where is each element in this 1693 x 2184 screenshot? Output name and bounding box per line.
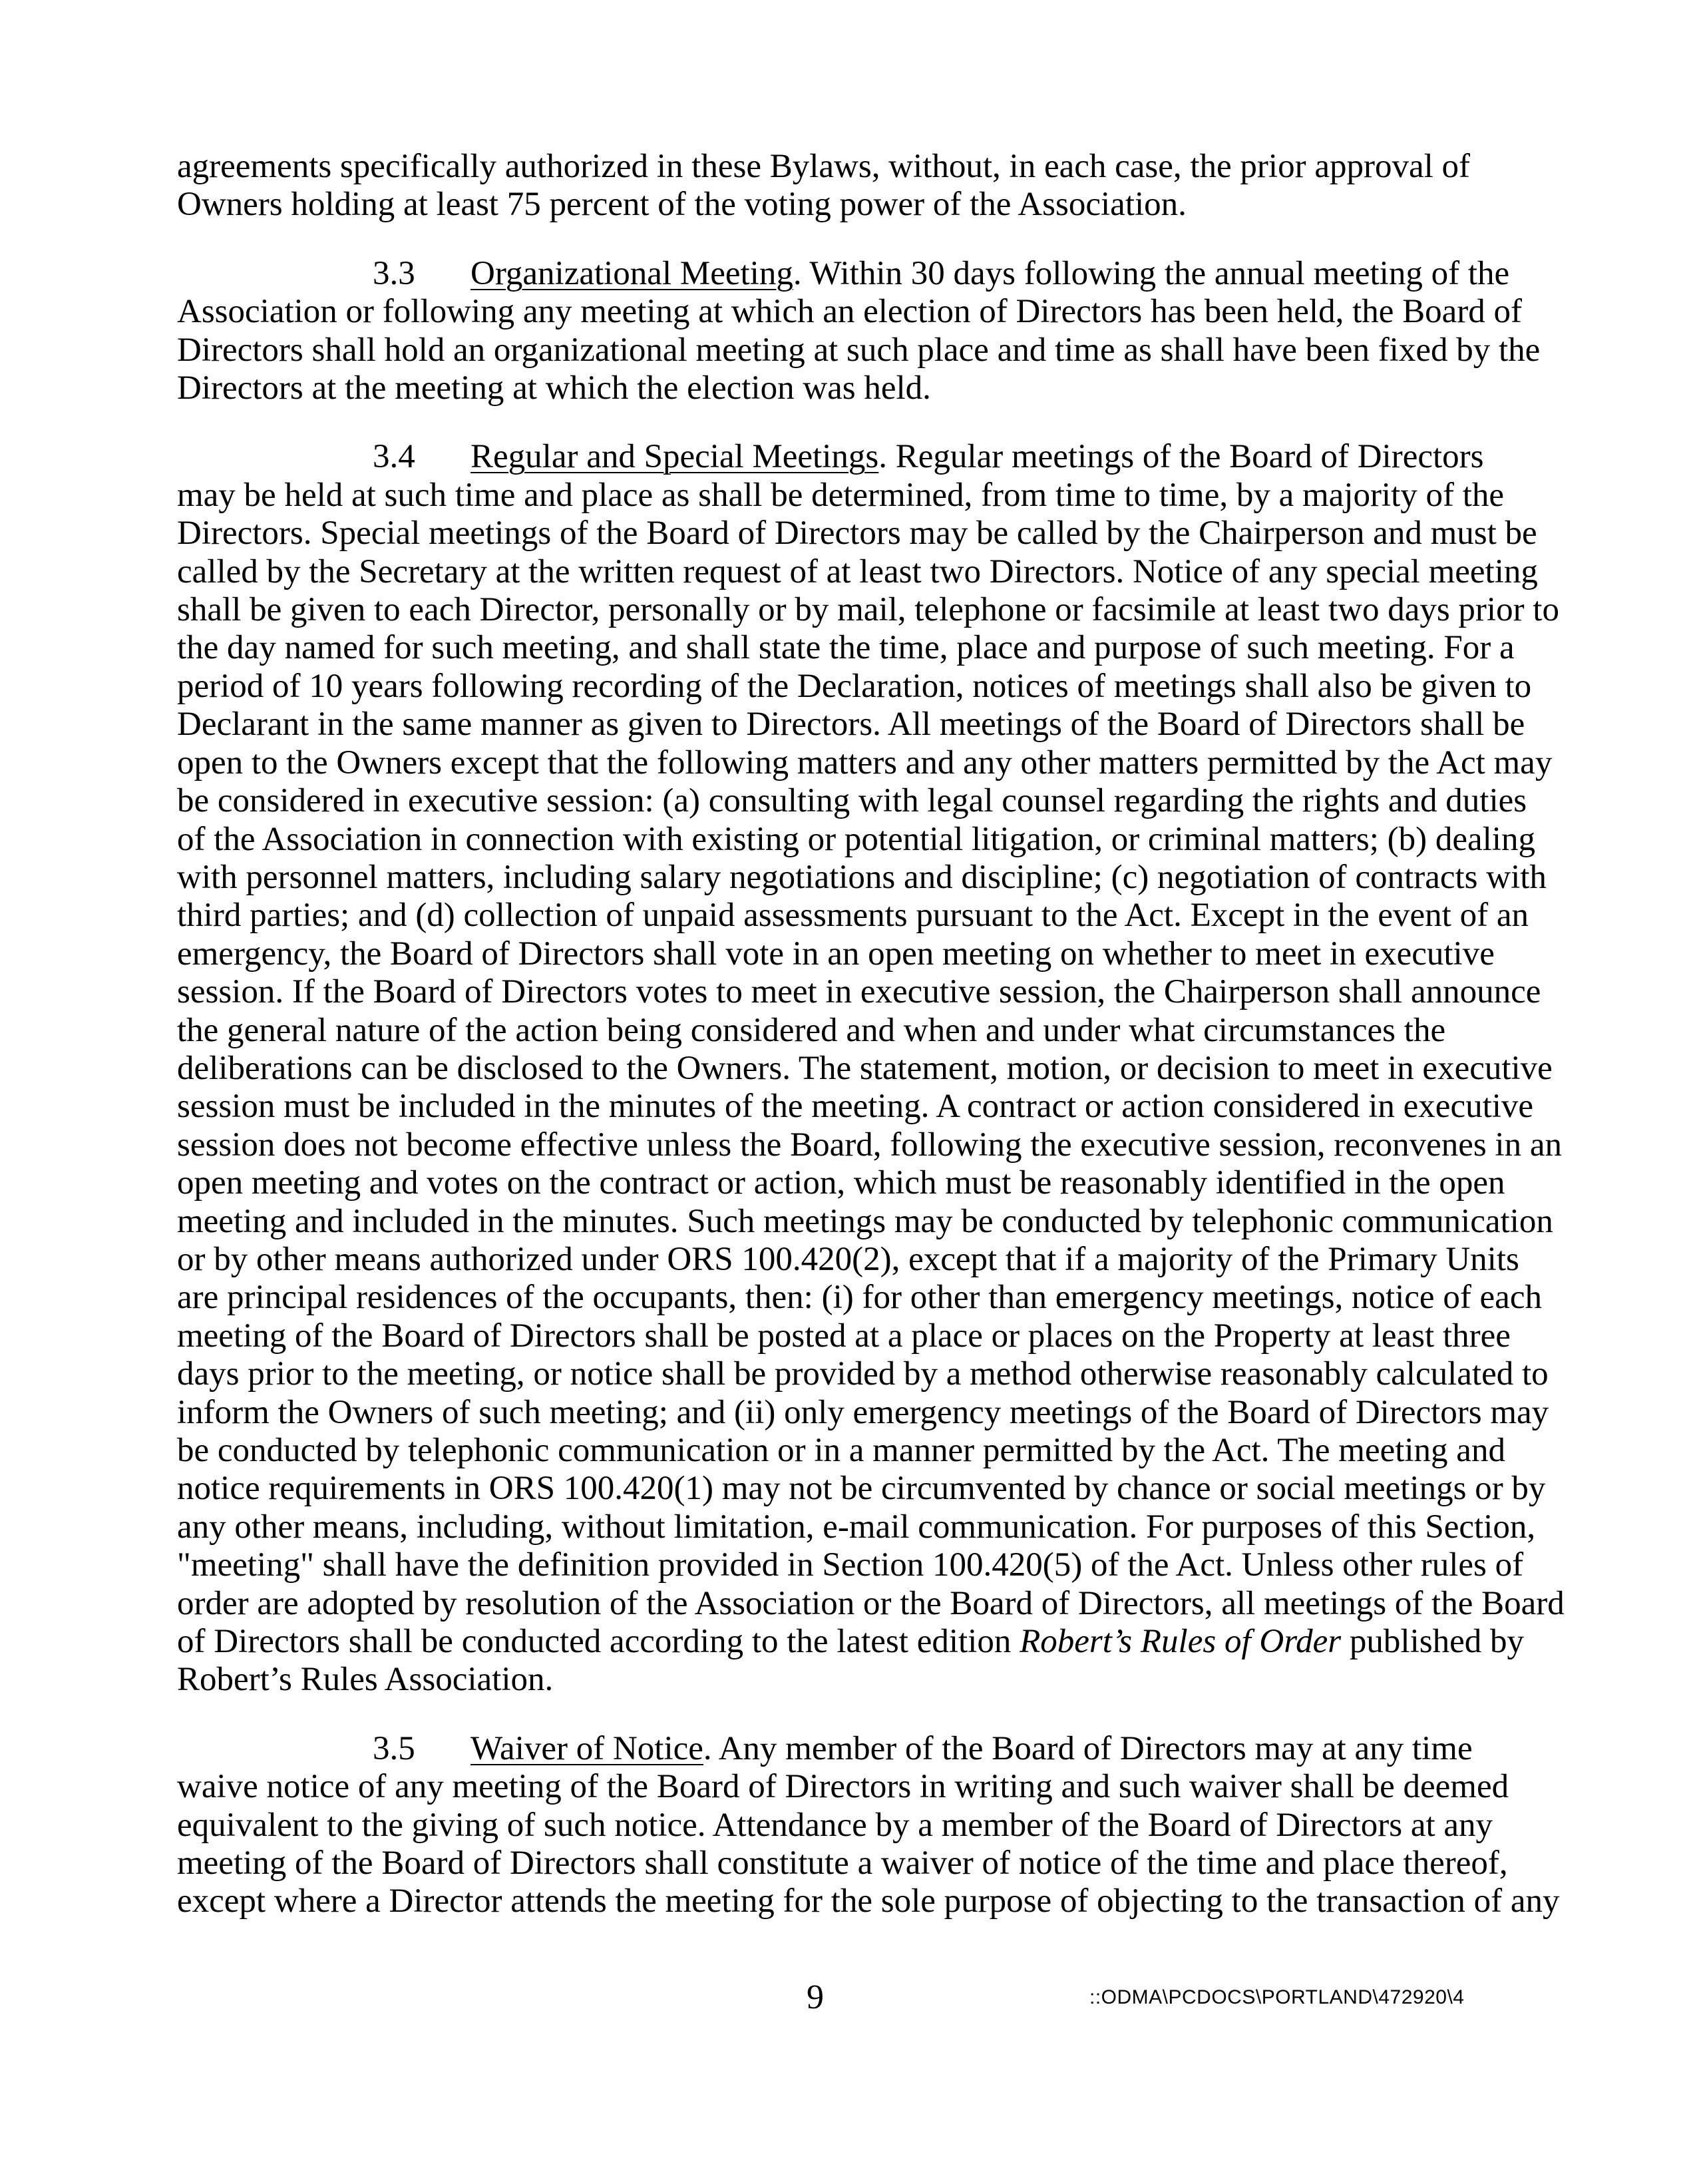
section-first-line-text: . Regular meetings of the Board of Directors: [878, 438, 1484, 476]
section-3-4: [177, 438, 1565, 1699]
text-line: [177, 1623, 1535, 1661]
section-heading: Organizational Meeting: [470, 254, 793, 292]
text-line: open meeting and votes on the contract or action, which must be reasonably identified in the open: [177, 1164, 1505, 1202]
text-span: of Directors shall be conducted according to the latest edition: [177, 1623, 1020, 1661]
text-line: agreements specifically authorized in these Bylaws, without, in each case, the prior approval of: [177, 148, 1470, 185]
text-line: the general nature of the action being considered and when and under what circumstances the: [177, 1011, 1446, 1049]
text-line: session does not become effective unless the Board, following the executive session, reconvenes in an: [177, 1126, 1562, 1164]
text-line: be considered in executive session: (a) consulting with legal counsel regarding the rights and duties: [177, 782, 1527, 820]
section-first-line-text: . Within 30 days following the annual meeting of the: [793, 254, 1510, 292]
section-first-line: [177, 438, 1535, 476]
text-line: "meeting" shall have the definition provided in Section 100.420(5) of the Act. Unless other rules of: [177, 1546, 1524, 1584]
text-line: waive notice of any meeting of the Board of Directors in writing and such waiver shall be deemed: [177, 1768, 1509, 1806]
text-line: meeting of the Board of Directors shall constitute a waiver of notice of the time and place thereof,: [177, 1845, 1508, 1882]
text-line: Directors. Special meetings of the Board of Directors may be called by the Chairperson and must be: [177, 515, 1537, 552]
text-line: with personnel matters, including salary negotiations and discipline; (c) negotiation of contracts with: [177, 858, 1547, 896]
text-line: days prior to the meeting, or notice shall be provided by a method otherwise reasonably calculated to: [177, 1355, 1549, 1393]
text-line: order are adopted by resolution of the Association or the Board of Directors, all meetings of the Board: [177, 1584, 1565, 1622]
section-first-line-text: . Any member of the Board of Directors may at any time: [703, 1729, 1473, 1767]
section-3-5: [177, 1729, 1560, 1921]
text-line: Owners holding at least 75 percent of the voting power of the Association.: [177, 186, 1187, 224]
citation-title: Robert’s Rules of Order: [1020, 1623, 1342, 1661]
text-line: notice requirements in ORS 100.420(1) may not be circumvented by chance or social meetings or by: [177, 1470, 1546, 1508]
section-heading: Regular and Special Meetings: [470, 438, 879, 476]
text-line: session. If the Board of Directors votes to meet in executive session, the Chairperson shall announce: [177, 973, 1541, 1011]
text-line: Declarant in the same manner as given to Directors. All meetings of the Board of Directors shall be: [177, 706, 1525, 744]
section-3-3: [177, 254, 1541, 408]
text-line: open to the Owners except that the following matters and any other matters permitted by the Act may: [177, 744, 1553, 781]
section-first-line: [177, 255, 1535, 293]
text-line: session must be included in the minutes of the meeting. A contract or action considered in executive: [177, 1088, 1534, 1126]
page-number: 9: [807, 1978, 824, 2016]
text-line: called by the Secretary at the written request of at least two Directors. Notice of any special meeting: [177, 552, 1538, 590]
section-first-line: [177, 1730, 1535, 1768]
text-line: equivalent to the giving of such notice. Attendance by a member of the Board of Directors at any: [177, 1806, 1493, 1844]
text-line: Directors at the meeting at which the election was held.: [177, 369, 931, 407]
text-line: period of 10 years following recording of the Declaration, notices of meetings shall also be given to: [177, 667, 1532, 705]
text-line: Directors shall hold an organizational meeting at such place and time as shall have been fixed by the: [177, 331, 1541, 369]
text-line: shall be given to each Director, personally or by mail, telephone or facsimile at least two days prior to: [177, 591, 1559, 629]
text-line: emergency, the Board of Directors shall vote in an open meeting on whether to meet in executive: [177, 935, 1495, 973]
continuation-paragraph: [177, 148, 1535, 224]
text-line: the day named for such meeting, and shall state the time, place and purpose of such meeting. For a: [177, 629, 1515, 667]
text-line: be conducted by telephonic communication or in a manner permitted by the Act. The meeting and: [177, 1432, 1505, 1469]
section-number: 3.5: [373, 1729, 415, 1767]
text-line: except where a Director attends the meeting for the sole purpose of objecting to the transaction of any: [177, 1882, 1560, 1920]
text-line: meeting and included in the minutes. Such meetings may be conducted by telephonic communication: [177, 1202, 1553, 1240]
text-line: or by other means authorized under ORS 100.420(2), except that if a majority of the Primary Units: [177, 1240, 1519, 1278]
text-span: published by: [1341, 1623, 1524, 1661]
text-line: third parties; and (d) collection of unpaid assessments pursuant to the Act. Except in the event of an: [177, 897, 1529, 935]
text-line: of the Association in connection with existing or potential litigation, or criminal matters; (b) dealing: [177, 820, 1535, 858]
section-number: 3.3: [373, 254, 415, 292]
text-line: Association or following any meeting at which an election of Directors has been held, the Board of: [177, 293, 1522, 331]
text-line: Robert’s Rules Association.: [177, 1661, 554, 1699]
text-line: may be held at such time and place as shall be determined, from time to time, by a majority of the: [177, 476, 1505, 514]
text-line: any other means, including, without limitation, e-mail communication. For purposes of this Section,: [177, 1508, 1536, 1546]
text-line: are principal residences of the occupants, then: (i) for other than emergency meetings, notice of each: [177, 1279, 1542, 1317]
text-line: meeting of the Board of Directors shall be posted at a place or places on the Property at least three: [177, 1317, 1511, 1355]
document-id: ::ODMA\PCDOCS\PORTLAND\472920\4: [1089, 1986, 1465, 2008]
text-line: deliberations can be disclosed to the Owners. The statement, motion, or decision to meet in executive: [177, 1049, 1553, 1087]
document-page: [177, 148, 1565, 1921]
text-line: inform the Owners of such meeting; and (ii) only emergency meetings of the Board of Directors may: [177, 1393, 1549, 1431]
section-heading: Waiver of Notice: [470, 1729, 703, 1767]
section-number: 3.4: [373, 438, 415, 476]
